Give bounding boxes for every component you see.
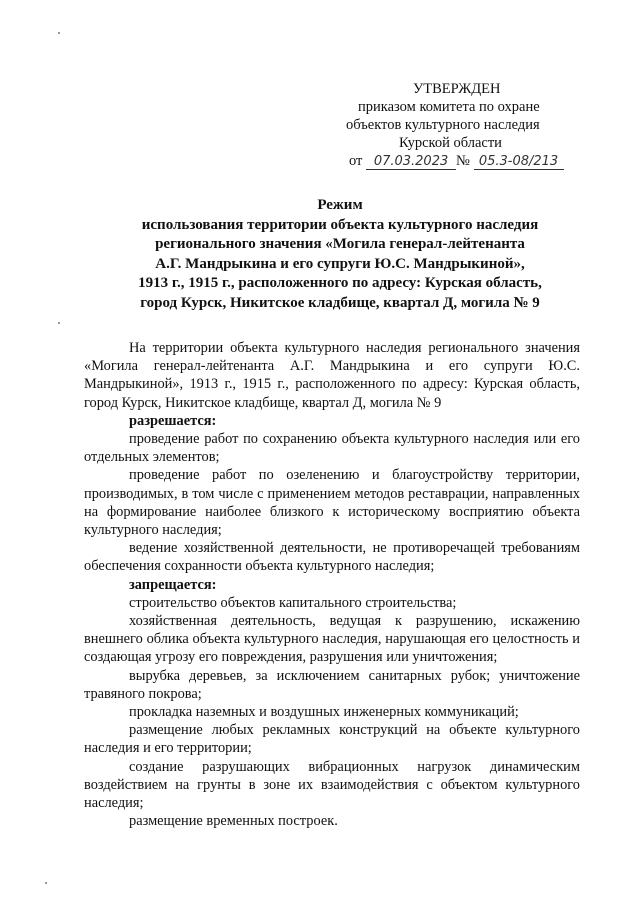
approval-number: 05.3-08/213 (474, 155, 564, 170)
scan-speck (45, 882, 47, 884)
forbidden-item: строительство объектов капитального строительства; (129, 594, 457, 611)
forbidden-item: прокладка наземных и воздушных инженерных коммуникаций; (129, 704, 519, 721)
approval-stamp-block (346, 80, 596, 170)
forbidden-item: размещение временных построек. (129, 813, 338, 830)
allowed-heading: разрешается: (129, 412, 217, 429)
title-line: А.Г. Мандрыкина и его супруги Ю.С. Мандрыкиной», (155, 255, 525, 272)
title-line: регионального значения «Могила генерал-лейтенанта (155, 236, 525, 252)
document-title (60, 196, 620, 313)
title-line: использования территории объекта культурного наследия (141, 216, 539, 233)
from-label: от (349, 153, 363, 169)
title-line: город Курск, Никитское кладбище, квартал Д, могила № 9 (140, 294, 540, 311)
forbidden-heading: запрещается: (129, 576, 217, 593)
document-body (84, 339, 580, 830)
allowed-item: проведение работ по сохранению объекта культурного наследия или его отдельных элементов; (84, 431, 580, 466)
allowed-item: проведение работ по озеленению и благоустройству территории, производимых, в том числе с применением методов реставрации, направленных на формирование наиболее близкого к историческому восприятию объекта культурного наследия; (84, 467, 580, 539)
allowed-item: ведение хозяйственной деятельности, не противоречащей требованиям обеспечения сохранности объекта культурного наследия; (84, 540, 580, 575)
approval-date: 07.03.2023 (366, 155, 456, 170)
forbidden-item: хозяйственная деятельность, ведущая к разрушению, искажению внешнего облика объекта культурного наследия, нарушающая его целостность и создающая угрозу его повреждения, разрушения или уничтожения; (84, 613, 580, 666)
approval-committee-line: объектов культурного наследия (346, 117, 540, 133)
approval-heading: УТВЕРЖДЕН (413, 81, 501, 97)
scan-speck (58, 32, 60, 34)
approval-order-line: приказом комитета по охране (358, 99, 540, 115)
forbidden-item: создание разрушающих вибрационных нагрузок динамическим воздействием на грунты в зоне их взаимодействия с объектом культурного наследия; (84, 758, 580, 812)
scan-speck (58, 322, 60, 324)
forbidden-item: размещение любых рекламных конструкций на объекте культурного наследия и его территории; (84, 722, 580, 757)
title-line: 1913 г., 1915 г., расположенного по адресу: Курская область, (138, 275, 542, 291)
approval-date-number-line (346, 152, 596, 170)
title-line: Режим (317, 197, 363, 213)
forbidden-item: вырубка деревьев, за исключением санитарных рубок; уничтожение травяного покрова; (84, 667, 580, 702)
number-label: № (456, 153, 470, 169)
approval-region-line: Курской области (399, 135, 502, 151)
intro-paragraph: На территории объекта культурного наследия регионального значения «Могила генерал-лейтенанта А.Г. Мандрыкина и его супруги Ю.С. Мандрыкиной», 1913 г., 1915 г., расположенного по адресу: Курская область, город Курск, Никитское кладбище, квартал Д, могила № 9 (84, 340, 580, 411)
